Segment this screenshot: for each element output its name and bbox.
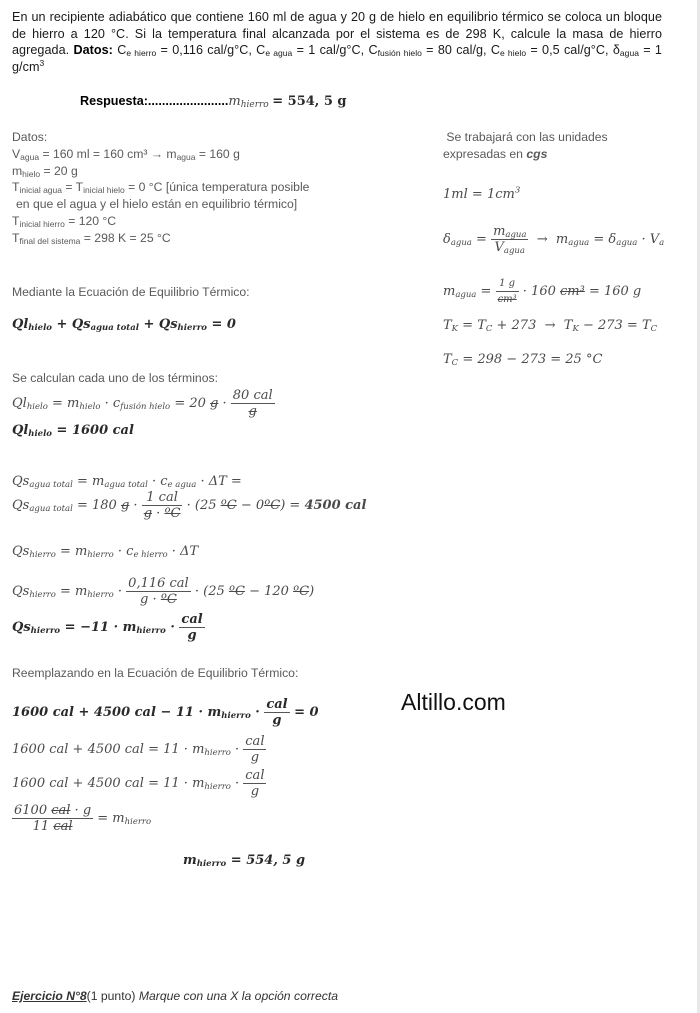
final-result-value: 554, 5 g [246,853,306,868]
answer-line: $Respuesta:.......................m_{hierro} = 554$, 5 g [80,94,347,110]
datos-label: Datos: [73,43,113,57]
units-note-line1: Se trabajará con las unidades [446,130,608,144]
datos-line-temp-final: $T_{final del sistema} = 298$ K = 25 °C [12,230,171,246]
footer-points: (1 punto) [86,989,136,1003]
formula-celsius: $T_C = 298 - 273 = 25$ °C [443,352,603,368]
units-note-line2: expresadas en cgs [443,146,548,161]
units-note [443,129,608,163]
formula-ml-cm3: $1ml = 1cm^3$ [443,185,521,202]
equation-equilibrium: $Ql_{hielo} + Qs_{agua total} + Qs_{hierro} = 0$ [12,317,236,333]
datos-line-mass-ice: $m_{hielo} = 20$ g [12,163,78,179]
formula-ql: $Ql_{hielo} = m_{hielo} \cdot c_{fusión hielo} = 20$ g · $\frac{\text{80 cal}}{g}$ [12,388,273,419]
footer-exercise-number: Ejercicio N°8 [12,989,87,1003]
equation-step1: 1600 cal + 4500 cal = $11 \cdot m_{hierro}$ · $\frac{\text{cal}}{g}$ [12,734,265,765]
equation-replaced: 1600 cal + 4500 cal − $11 \cdot m_{hierro}$ · $\frac{\text{cal}}{g}$ = 0 [12,697,319,728]
result-ql: $Ql_{hielo} = 1600$ cal [12,423,134,439]
datos-block [12,129,342,247]
datos-line-volume: $V_{agua} = 160$ ml = 160 $cm^3 \to m_{agua} = 160$ g [12,146,240,162]
formula-kelvin: $T_K = T_C + 273 \to T_K - 273 = T_C$ [443,318,658,334]
formula-density: $\delta_{agua}$ = $\frac{m_{agua}}{V_{agua}}$ → $m_{agua} = \delta_{agua} \cdot V_a$ [443,224,665,256]
section-terms: Se calculan cada uno de los términos: [12,371,218,385]
equation-step2: 1600 cal + 4500 cal = $11 \cdot m_{hierro}$ · $\frac{\text{cal}}{g}$ [12,768,265,799]
datos-title: Datos: [12,130,48,144]
formula-qs-hierro-calc: $Qs_{hierro} = m_{hierro}$ · $\frac{\text{0,116 cal}}{\text{g · ºC}}$ · (25 ºC − 120 ºC) [12,576,315,607]
result-qs-hierro-coef: −11 [80,620,110,635]
answer-value: 554, 5 g [287,94,347,109]
section-replace: Reemplazando en la Ecuación de Equilibrio Térmico: [12,666,299,680]
answer-label: Respuesta:....................... [80,94,229,108]
section-equilibrium: Mediante la Ecuación de Equilibrio Térmico: [12,285,250,299]
equation-step3: $\frac{\text{6100 cal · g}}{\text{11 cal}}$ = $m_{hierro}$ [14,803,152,834]
watermark-text: Altillo.com [401,689,506,715]
problem-statement [12,9,662,75]
footer-instruction: Marque con una X la opción correcta [135,989,339,1003]
footer-exercise [12,989,338,1003]
formula-qs-agua: $Qs_{agua total} = m_{agua total} \cdot c_{e agua} \cdot \Delta T$ = [12,474,242,490]
datos-line-temp-iron: $T_{inicial hierro} = 120$ °C [12,213,117,229]
formula-mass-water: $m_{agua}$ = $\frac{1 g}{\text{cm³}}$ · 160 cm³ = 160 g [443,278,642,305]
datos-line-temp-note: en que el agua y el hielo están en equilibrio térmico] [16,197,298,212]
formula-qs-agua-calc: $Qs_{agua total} = 180$ g · $\frac{\text{1 cal}}{\text{g · ºC}}$ · (25 ºC − 0ºC) = 4500 cal [12,490,367,521]
result-qs-hierro: $Qs_{hierro} = -11 \cdot m_{hierro}$ · $\frac{\text{cal}}{g}$ [12,612,203,643]
final-result: $m_{hierro} = 554$, 5 g [183,853,306,869]
result-ql-value: 1600 cal [71,423,134,438]
problem-text: En un recipiente adiabático que contiene 160 ml de agua y 20 g de hielo en equilibrio térmico se coloca un bloque de hierro a 120 °C. Si la temperatura final alcanzada por el sistema es de 298 K, calcule la masa de hierro agregada. [12,10,662,57]
formula-qs-hierro: $Qs_{hierro} = m_{hierro} \cdot c_{e hierro} \cdot \Delta T$ [12,544,199,560]
datos-values: $C_{e hierro} = 0,116$ cal/g°C, $C_{e agua} = 1$ cal/g°C, $C_{fusión hielo} = 80$ cal/g, $C_{e hielo} = 0,5$ cal/g°C, $\delta_{agua} = 1$ $g/cm^3$ [12,43,662,74]
datos-line-temp-initial: $T_{inicial agua} = T_{inicial hielo} = 0$ °C [única temperatura posible [12,180,310,196]
result-qs-agua-value: 4500 cal [304,498,367,513]
